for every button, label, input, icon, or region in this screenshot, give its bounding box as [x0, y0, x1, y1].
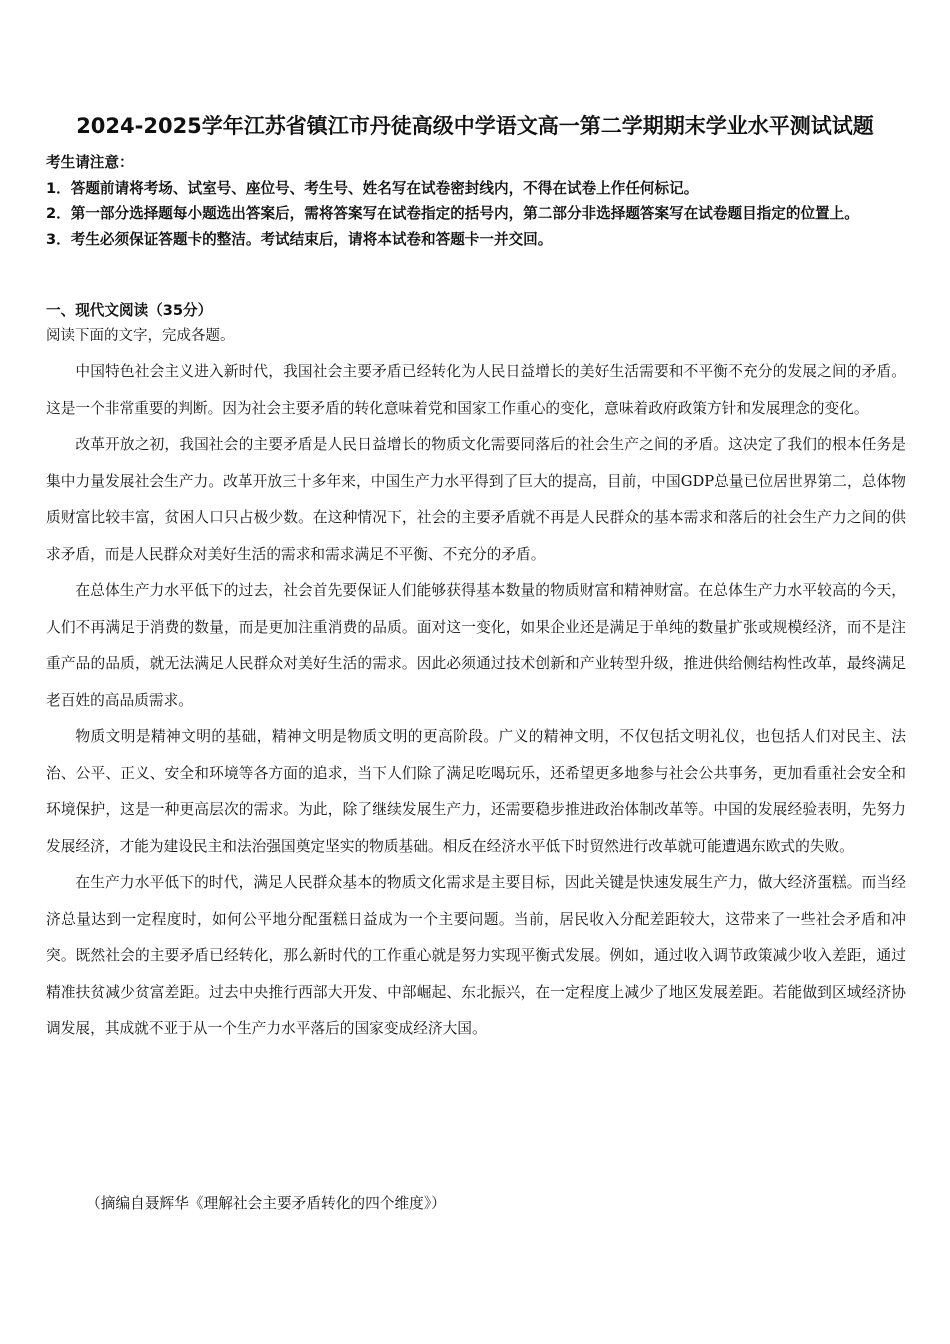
passage-paragraph-4: 物质文明是精神文明的基础，精神文明是物质文明的更高阶段。广义的精神文明，不仅包括文明礼仪，也包括人们对民主、法治、公平、正义、安全和环境等各方面的追求，当下人们除了满足吃喝玩乐，还希望更多地参与社会公共事务，更加看重社会安全和环境保护，这是一种更高层次的需求。为此，除了继续发展生产力，还需要稳步推进政治体制改革等。中国的发展经验表明，先努力发展经济，才能为建设民主和法治强国奠定坚实的物质基础。相反在经济水平低下时贸然进行改革就可能遭遇东欧式的失败。 — [46, 728, 906, 855]
passage-paragraph-5: 在生产力水平低下的时代，满足人民群众基本的物质文化需求是主要目标，因此关键是快速发展生产力，做大经济蛋糕。而当经济总量达到一定程度时，如何公平地分配蛋糕日益成为一个主要问题。当前，居民收入分配差距较大，这带来了一些社会矛盾和冲突。既然社会的主要矛盾已经转化，那么新时代的工作重心就是努力实现平衡式发展。例如，通过收入调节政策减少收入差距，通过精准扶贫减少贫富差距。过去中央推行西部大开发、中部崛起、东北振兴，在一定程度上减少了地区发展差距。若能做到区域经济协调发展，其成就不亚于从一个生产力水平落后的国家变成经济大国。 — [46, 874, 906, 1037]
section-heading: 一、现代文阅读（35分） — [46, 302, 213, 319]
notice-item-2: 2．第一部分选择题每小题选出答案后，需将答案写在试卷指定的括号内，第二部分非选择题答案写在试卷题目指定的位置上。 — [46, 205, 859, 222]
passage-paragraph-3: 在总体生产力水平低下的过去，社会首先要保证人们能够获得基本数量的物质财富和精神财富。在总体生产力水平较高的今天，人们不再满足于消费的数量，而是更加注重消费的品质。面对这一变化，如果企业还是满足于单纯的数量扩张或规模经济，而不是注重产品的品质，就无法满足人民群众对美好生活的需求。因此必须通过技术创新和产业转型升级，推进供给侧结构性改革，最终满足老百姓的高品质需求。 — [46, 582, 906, 709]
passage-paragraph-2: 改革开放之初，我国社会的主要矛盾是人民日益增长的物质文化需要同落后的社会生产之间的矛盾。这决定了我们的根本任务是集中力量发展社会生产力。改革开放三十多年来，中国生产力水平得到了巨大的提高，目前，中国GDP总量已位居世界第二，总体物质财富比较丰富，贫困人口只占极少数。在这种情况下，社会的主要矛盾就不再是人民群众的基本需求和落后的社会生产力之间的供求矛盾，而是人民群众对美好生活的需求和需求满足不平衡、不充分的矛盾。 — [46, 436, 906, 563]
section-instruction: 阅读下面的文字，完成各题。 — [46, 328, 235, 344]
notice-item-3: 3．考生必须保证答题卡的整洁。考试结束后，请将本试卷和答题卡一并交回。 — [46, 230, 553, 248]
exam-title: 2024-2025学年江苏省镇江市丹徒高级中学语文高一第二学期期末学业水平测试试题 — [76, 114, 874, 138]
passage-paragraph-1: 中国特色社会主义进入新时代，我国社会主要矛盾已经转化为人民日益增长的美好生活需要和不平衡不充分的发展之间的矛盾。这是一个非常重要的判断。因为社会主要矛盾的转化意味着党和国家工作重心的变化，意味着政府政策方针和发展理念的变化。 — [46, 363, 906, 417]
candidate-notice — [46, 150, 906, 252]
notice-heading: 考生请注意： — [46, 154, 134, 171]
passage-source: （摘编自聂辉华《理解社会主要矛盾转化的四个维度》） — [86, 1195, 446, 1212]
reading-passage — [46, 354, 906, 1048]
notice-item-1: 1．答题前请将考场、试室号、座位号、考生号、姓名写在试卷密封线内，不得在试卷上作任何标记。 — [46, 179, 699, 197]
